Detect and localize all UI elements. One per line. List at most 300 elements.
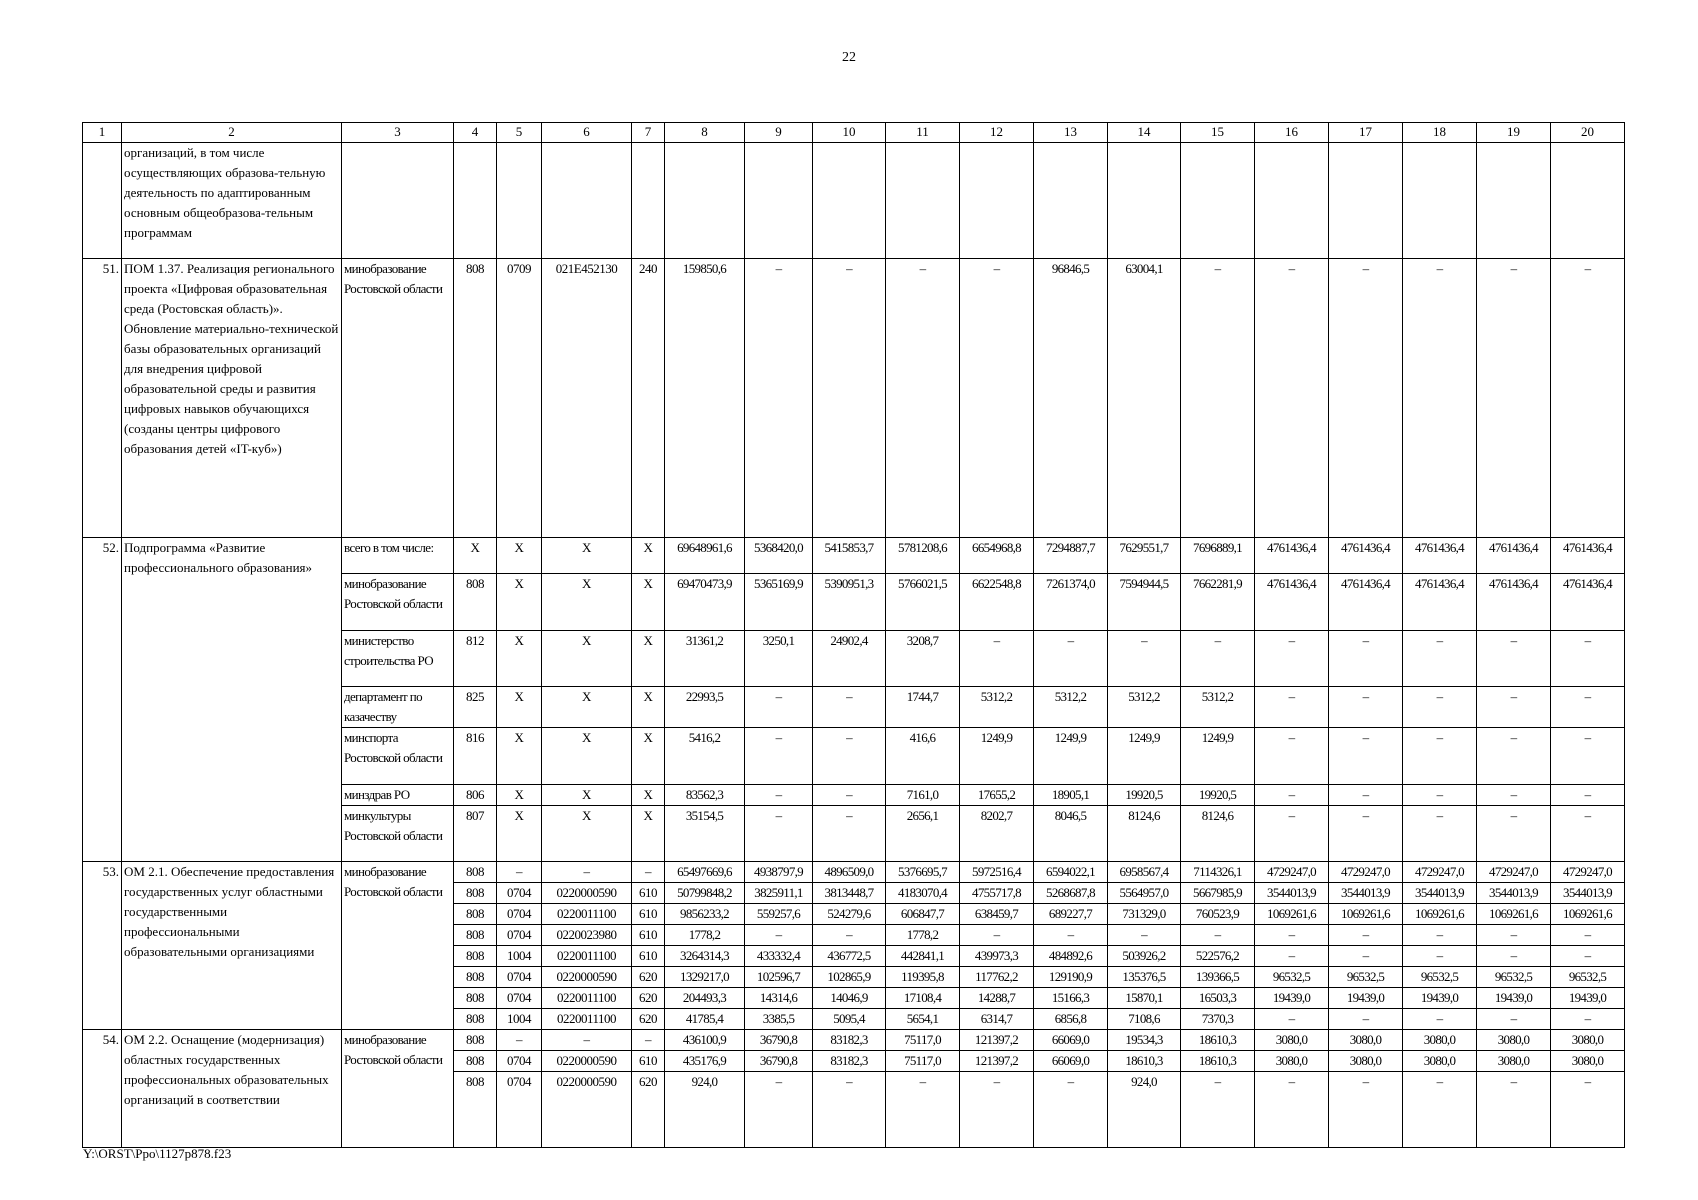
value-cell: 4761436,4 [1477, 574, 1551, 631]
code-cell: 1004 [497, 1009, 542, 1030]
value-cell: 7696889,1 [1181, 538, 1255, 574]
value-cell: 4761436,4 [1329, 538, 1403, 574]
column-number: 12 [960, 123, 1034, 143]
value-cell: 66069,0 [1034, 1030, 1108, 1051]
code-cell: Х [632, 728, 665, 785]
code-cell: Х [454, 538, 497, 574]
value-cell: – [1551, 728, 1625, 785]
code-cell: 610 [632, 946, 665, 967]
value-cell: 63004,1 [1108, 259, 1181, 538]
code-cell: – [497, 862, 542, 883]
value-cell: – [745, 1072, 813, 1148]
code-cell: 0704 [497, 883, 542, 904]
value-cell: 1069261,6 [1255, 904, 1329, 925]
value-cell: 96532,5 [1255, 967, 1329, 988]
column-number: 2 [122, 123, 342, 143]
value-cell: 117762,2 [960, 967, 1034, 988]
value-cell: 3080,0 [1255, 1051, 1329, 1072]
value-cell: 3080,0 [1551, 1051, 1625, 1072]
value-cell: 606847,7 [886, 904, 960, 925]
value-cell: 65497669,6 [665, 862, 745, 883]
value-cell: – [1329, 687, 1403, 728]
value-cell: – [1477, 1072, 1551, 1148]
code-cell: 0220000590 [542, 1072, 632, 1148]
value-cell: 19920,5 [1181, 785, 1255, 806]
value-cell: 5312,2 [960, 687, 1034, 728]
value-cell: – [886, 259, 960, 538]
continuation-row [83, 143, 1625, 259]
code-cell: 808 [454, 883, 497, 904]
page-number: 22 [842, 50, 856, 65]
value-cell: – [1477, 946, 1551, 967]
code-cell: Х [632, 574, 665, 631]
value-cell: 5368420,0 [745, 538, 813, 574]
column-number: 18 [1403, 123, 1477, 143]
code-cell: – [542, 1030, 632, 1051]
value-cell: – [1255, 1072, 1329, 1148]
value-cell: 3825911,1 [745, 883, 813, 904]
value-cell: – [960, 259, 1034, 538]
value-cell: – [960, 1072, 1034, 1148]
value-cell: 5415853,7 [813, 538, 886, 574]
value-cell: 6958567,4 [1108, 862, 1181, 883]
value-cell: – [1034, 1072, 1108, 1148]
value-cell: 4896509,0 [813, 862, 886, 883]
code-cell: 021E452130 [542, 259, 632, 538]
executor-cell: минобразование Ростовской области [342, 259, 454, 538]
column-number: 4 [454, 123, 497, 143]
value-cell: 435176,9 [665, 1051, 745, 1072]
value-cell: – [813, 785, 886, 806]
code-cell: 825 [454, 687, 497, 728]
value-cell: 96532,5 [1477, 967, 1551, 988]
value-cell: – [1255, 728, 1329, 785]
value-cell: 15870,1 [1108, 988, 1181, 1009]
code-cell: Х [542, 538, 632, 574]
value-cell: 503926,2 [1108, 946, 1181, 967]
code-cell: 816 [454, 728, 497, 785]
value-cell: 22993,5 [665, 687, 745, 728]
value-cell: 3544013,9 [1551, 883, 1625, 904]
value-cell: – [1477, 806, 1551, 862]
executor-cell: минобразование Ростовской области [342, 862, 454, 1030]
value-cell: 3544013,9 [1329, 883, 1403, 904]
code-cell: 0704 [497, 967, 542, 988]
value-cell: – [1403, 1009, 1477, 1030]
executor-cell: министерство строительства РО [342, 631, 454, 687]
value-cell: – [1034, 925, 1108, 946]
column-number: 6 [542, 123, 632, 143]
row-name: ОМ 2.2. Оснащение (модернизация) областных государственных профессиональных образовательных организаций в соответствии [122, 1030, 342, 1148]
value-cell: 31361,2 [665, 631, 745, 687]
value-cell: 4761436,4 [1329, 574, 1403, 631]
value-cell: 96532,5 [1403, 967, 1477, 988]
value-cell: – [1551, 631, 1625, 687]
code-cell: 0704 [497, 1051, 542, 1072]
code-cell: – [632, 1030, 665, 1051]
value-cell: 484892,6 [1034, 946, 1108, 967]
file-path-footer: Y:\ORST\Ppo\1127p878.f23 [83, 1146, 232, 1161]
value-cell: – [1403, 925, 1477, 946]
code-cell: 0220023980 [542, 925, 632, 946]
value-cell: – [1477, 925, 1551, 946]
value-cell: 96846,5 [1034, 259, 1108, 538]
value-cell: 3264314,3 [665, 946, 745, 967]
value-cell: 4729247,0 [1329, 862, 1403, 883]
value-cell: 760523,9 [1181, 904, 1255, 925]
value-cell: – [745, 259, 813, 538]
value-cell: 8046,5 [1034, 806, 1108, 862]
value-cell: – [745, 806, 813, 862]
code-cell: – [632, 862, 665, 883]
value-cell: 5312,2 [1108, 687, 1181, 728]
value-cell: 5766021,5 [886, 574, 960, 631]
value-cell: – [1551, 1072, 1625, 1148]
row-number: 51. [83, 259, 122, 538]
value-cell: 18610,3 [1181, 1030, 1255, 1051]
value-cell: 4761436,4 [1403, 538, 1477, 574]
code-cell: Х [497, 785, 542, 806]
value-cell: – [1551, 259, 1625, 538]
value-cell: 1069261,6 [1551, 904, 1625, 925]
code-cell: 0220011100 [542, 988, 632, 1009]
code-cell: Х [542, 785, 632, 806]
value-cell: 19439,0 [1255, 988, 1329, 1009]
value-cell: – [745, 687, 813, 728]
value-cell: 96532,5 [1551, 967, 1625, 988]
column-number: 16 [1255, 123, 1329, 143]
code-cell: 0704 [497, 904, 542, 925]
value-cell: – [1108, 631, 1181, 687]
value-cell: 3080,0 [1255, 1030, 1329, 1051]
value-cell: 524279,6 [813, 904, 886, 925]
code-cell: 808 [454, 1051, 497, 1072]
value-cell: 14288,7 [960, 988, 1034, 1009]
value-cell: – [1403, 785, 1477, 806]
value-cell: 3080,0 [1329, 1030, 1403, 1051]
code-cell: 808 [454, 904, 497, 925]
value-cell: – [1329, 728, 1403, 785]
row-number: 53. [83, 862, 122, 1030]
value-cell: – [1403, 687, 1477, 728]
executor-cell: минкультуры Ростовской области [342, 806, 454, 862]
column-number: 8 [665, 123, 745, 143]
value-cell: 7108,6 [1108, 1009, 1181, 1030]
code-cell: 620 [632, 1072, 665, 1148]
value-cell: 4755717,8 [960, 883, 1034, 904]
value-cell: – [1403, 1072, 1477, 1148]
value-cell: 4761436,4 [1477, 538, 1551, 574]
executor-cell: всего в том числе: [342, 538, 454, 574]
value-cell: – [1255, 1009, 1329, 1030]
column-number: 19 [1477, 123, 1551, 143]
row-name: ПОМ 1.37. Реализация регионального проекта «Цифровая образовательная среда (Ростовская область)». Обновление материально-технической базы образовательных организаций для внедрения цифровой образовательной среды и развития цифровых навыков обучающихся (созданы центры цифрового образования детей «IT-куб») [122, 259, 342, 538]
value-cell: – [813, 259, 886, 538]
value-cell: 18905,1 [1034, 785, 1108, 806]
value-cell: 6654968,8 [960, 538, 1034, 574]
value-cell: 1744,7 [886, 687, 960, 728]
value-cell: 3813448,7 [813, 883, 886, 904]
value-cell: – [745, 925, 813, 946]
value-cell: 121397,2 [960, 1051, 1034, 1072]
value-cell: 3208,7 [886, 631, 960, 687]
value-cell: 1249,9 [1181, 728, 1255, 785]
value-cell: 7294887,7 [1034, 538, 1108, 574]
row-name: Подпрограмма «Развитие профессионального образования» [122, 538, 342, 862]
value-cell: 50799848,2 [665, 883, 745, 904]
value-cell: 41785,4 [665, 1009, 745, 1030]
value-cell: 19439,0 [1329, 988, 1403, 1009]
value-cell: 75117,0 [886, 1051, 960, 1072]
executor-cell: минздрав РО [342, 785, 454, 806]
value-cell: 4729247,0 [1255, 862, 1329, 883]
value-cell: 102865,9 [813, 967, 886, 988]
value-cell: 3080,0 [1403, 1030, 1477, 1051]
code-cell: 610 [632, 904, 665, 925]
value-cell: 5376695,7 [886, 862, 960, 883]
value-cell: – [1329, 259, 1403, 538]
code-cell: 808 [454, 1072, 497, 1148]
code-cell: 620 [632, 988, 665, 1009]
column-number: 11 [886, 123, 960, 143]
value-cell: 5781208,6 [886, 538, 960, 574]
value-cell: 7370,3 [1181, 1009, 1255, 1030]
value-cell: 638459,7 [960, 904, 1034, 925]
table-row [83, 862, 1625, 883]
value-cell: 66069,0 [1034, 1051, 1108, 1072]
value-cell: 1329217,0 [665, 967, 745, 988]
value-cell: 4761436,4 [1551, 574, 1625, 631]
value-cell: 14314,6 [745, 988, 813, 1009]
value-cell: – [1329, 946, 1403, 967]
value-cell: – [1255, 925, 1329, 946]
code-cell: Х [542, 687, 632, 728]
value-cell: 17655,2 [960, 785, 1034, 806]
column-number: 13 [1034, 123, 1108, 143]
code-cell: 0220000590 [542, 883, 632, 904]
value-cell: 1069261,6 [1403, 904, 1477, 925]
value-cell: 6314,7 [960, 1009, 1034, 1030]
value-cell: 3080,0 [1403, 1051, 1477, 1072]
value-cell: 4761436,4 [1255, 574, 1329, 631]
value-cell: 924,0 [1108, 1072, 1181, 1148]
value-cell: – [1255, 259, 1329, 538]
code-cell: 812 [454, 631, 497, 687]
code-cell: 0709 [497, 259, 542, 538]
value-cell: 1778,2 [886, 925, 960, 946]
value-cell: – [1181, 259, 1255, 538]
code-cell: Х [632, 631, 665, 687]
column-number: 7 [632, 123, 665, 143]
value-cell: 121397,2 [960, 1030, 1034, 1051]
value-cell: – [1477, 631, 1551, 687]
value-cell: – [1551, 925, 1625, 946]
code-cell: 808 [454, 1009, 497, 1030]
value-cell: – [1403, 259, 1477, 538]
value-cell: – [1403, 806, 1477, 862]
code-cell: Х [497, 538, 542, 574]
value-cell: 83182,3 [813, 1030, 886, 1051]
value-cell: – [1034, 631, 1108, 687]
value-cell: 3080,0 [1477, 1051, 1551, 1072]
value-cell: 5654,1 [886, 1009, 960, 1030]
value-cell: – [1551, 946, 1625, 967]
value-cell: – [1477, 785, 1551, 806]
code-cell: 0220011100 [542, 946, 632, 967]
value-cell: – [1477, 259, 1551, 538]
column-number: 20 [1551, 123, 1625, 143]
value-cell: 5312,2 [1034, 687, 1108, 728]
code-cell: Х [542, 728, 632, 785]
value-cell: 15166,3 [1034, 988, 1108, 1009]
value-cell: 19439,0 [1403, 988, 1477, 1009]
value-cell: – [1108, 925, 1181, 946]
value-cell: 75117,0 [886, 1030, 960, 1051]
column-number: 15 [1181, 123, 1255, 143]
value-cell: 36790,8 [745, 1051, 813, 1072]
code-cell: Х [497, 687, 542, 728]
budget-table [82, 122, 1625, 1148]
executor-cell: департамент по казачеству [342, 687, 454, 728]
value-cell: – [1329, 806, 1403, 862]
code-cell: 0704 [497, 1072, 542, 1148]
code-cell: 1004 [497, 946, 542, 967]
value-cell: – [745, 728, 813, 785]
value-cell: – [1477, 687, 1551, 728]
value-cell: 36790,8 [745, 1030, 813, 1051]
value-cell: 5416,2 [665, 728, 745, 785]
column-number: 5 [497, 123, 542, 143]
value-cell: – [1329, 1072, 1403, 1148]
value-cell: 1249,9 [1034, 728, 1108, 785]
value-cell: 8202,7 [960, 806, 1034, 862]
value-cell: – [1255, 785, 1329, 806]
value-cell: – [813, 925, 886, 946]
value-cell: 436100,9 [665, 1030, 745, 1051]
code-cell: 620 [632, 1009, 665, 1030]
value-cell: 559257,6 [745, 904, 813, 925]
value-cell: – [1403, 631, 1477, 687]
value-cell: 7161,0 [886, 785, 960, 806]
value-cell: 24902,4 [813, 631, 886, 687]
value-cell: 439973,3 [960, 946, 1034, 967]
value-cell: 7629551,7 [1108, 538, 1181, 574]
value-cell: 4183070,4 [886, 883, 960, 904]
value-cell: 3250,1 [745, 631, 813, 687]
value-cell: 7261374,0 [1034, 574, 1108, 631]
code-cell: 0220011100 [542, 904, 632, 925]
value-cell: 159850,6 [665, 259, 745, 538]
value-cell: 5268687,8 [1034, 883, 1108, 904]
value-cell: 1069261,6 [1329, 904, 1403, 925]
value-cell: – [813, 1072, 886, 1148]
table-row [83, 1030, 1625, 1051]
value-cell: 689227,7 [1034, 904, 1108, 925]
value-cell: – [1255, 687, 1329, 728]
value-cell: – [960, 925, 1034, 946]
code-cell: – [542, 862, 632, 883]
value-cell: 83182,3 [813, 1051, 886, 1072]
value-cell: 2656,1 [886, 806, 960, 862]
column-number: 10 [813, 123, 886, 143]
value-cell: 924,0 [665, 1072, 745, 1148]
code-cell: Х [632, 538, 665, 574]
value-cell: 7662281,9 [1181, 574, 1255, 631]
value-cell: 436772,5 [813, 946, 886, 967]
code-cell: 808 [454, 925, 497, 946]
code-cell: Х [497, 728, 542, 785]
column-number-row [83, 123, 1625, 143]
code-cell: 0704 [497, 988, 542, 1009]
code-cell: 808 [454, 862, 497, 883]
value-cell: 4729247,0 [1403, 862, 1477, 883]
value-cell: 69470473,9 [665, 574, 745, 631]
code-cell: 808 [454, 988, 497, 1009]
column-number: 1 [83, 123, 122, 143]
value-cell: 119395,8 [886, 967, 960, 988]
value-cell: – [1477, 1009, 1551, 1030]
value-cell: 4761436,4 [1551, 538, 1625, 574]
executor-cell: минобразование Ростовской области [342, 1030, 454, 1148]
code-cell: 620 [632, 967, 665, 988]
value-cell: – [886, 1072, 960, 1148]
code-cell: 240 [632, 259, 665, 538]
code-cell: 610 [632, 925, 665, 946]
value-cell: 16503,3 [1181, 988, 1255, 1009]
column-number: 3 [342, 123, 454, 143]
value-cell: – [1403, 946, 1477, 967]
value-cell: 3080,0 [1329, 1051, 1403, 1072]
value-cell: 442841,1 [886, 946, 960, 967]
value-cell: – [1329, 1009, 1403, 1030]
code-cell: 610 [632, 1051, 665, 1072]
value-cell: 9856233,2 [665, 904, 745, 925]
table-row [83, 538, 1625, 574]
value-cell: – [1551, 687, 1625, 728]
value-cell: 8124,6 [1181, 806, 1255, 862]
value-cell: 17108,4 [886, 988, 960, 1009]
value-cell: 522576,2 [1181, 946, 1255, 967]
row-name: ОМ 2.1. Обеспечение предоставления государственных услуг областными государственными профессиональными образовательными организациями [122, 862, 342, 1030]
value-cell: 18610,3 [1108, 1051, 1181, 1072]
value-cell: 7114326,1 [1181, 862, 1255, 883]
code-cell: 807 [454, 806, 497, 862]
value-cell: 4938797,9 [745, 862, 813, 883]
value-cell: 5095,4 [813, 1009, 886, 1030]
value-cell: 3385,5 [745, 1009, 813, 1030]
value-cell: 3544013,9 [1403, 883, 1477, 904]
value-cell: 4761436,4 [1255, 538, 1329, 574]
code-cell: 808 [454, 967, 497, 988]
value-cell: 135376,5 [1108, 967, 1181, 988]
value-cell: 3544013,9 [1477, 883, 1551, 904]
value-cell: – [1329, 785, 1403, 806]
code-cell: 610 [632, 883, 665, 904]
value-cell: – [1329, 925, 1403, 946]
code-cell: 0220011100 [542, 1009, 632, 1030]
value-cell: 5667985,9 [1181, 883, 1255, 904]
value-cell: – [1255, 631, 1329, 687]
value-cell: 8124,6 [1108, 806, 1181, 862]
value-cell: 6594022,1 [1034, 862, 1108, 883]
value-cell: 1069261,6 [1477, 904, 1551, 925]
value-cell: – [1551, 806, 1625, 862]
value-cell: – [1181, 1072, 1255, 1148]
value-cell: 5312,2 [1181, 687, 1255, 728]
code-cell: 0704 [497, 925, 542, 946]
value-cell: – [813, 687, 886, 728]
value-cell: 5390951,3 [813, 574, 886, 631]
